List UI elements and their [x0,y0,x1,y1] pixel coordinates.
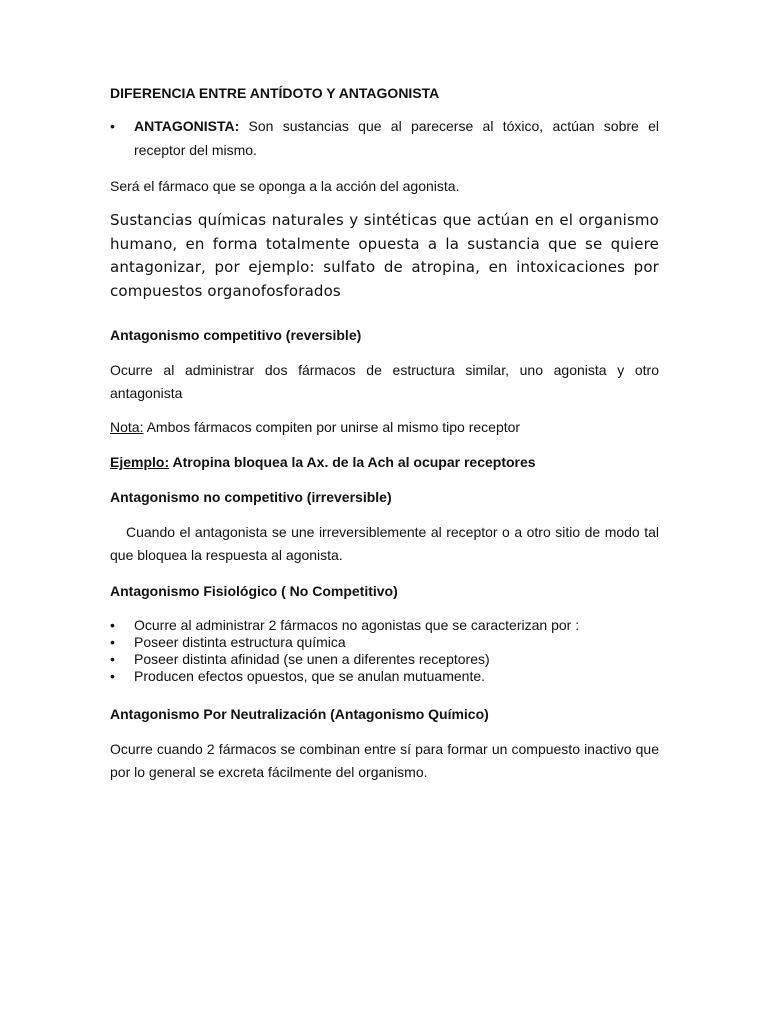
sera-paragraph: Será el fármaco que se oponga a la acción del agonista. [110,178,460,194]
fisiologico-list [110,617,659,685]
sustancias-paragraph: Sustancias químicas naturales y sintéticas que actúan en el organismo humano, en forma totalmente opuesta a la sustancia que se quiere antagonizar, por ejemplo: sulfato de atropina, en intoxicaciones por compuestos organofosforados [110,211,659,300]
ejemplo-text: Atropina bloquea la Ax. de la Ach al ocupar receptores [169,454,536,470]
document-title: DIFERENCIA ENTRE ANTÍDOTO Y ANTAGONISTA [110,85,440,101]
ejemplo-paragraph [110,452,659,472]
nota-paragraph [110,417,659,437]
document-body [110,84,659,784]
neutralizacion-paragraph: Ocurre cuando 2 fármacos se combinan entre sí para formar un compuesto inactivo que por lo general se excreta fácilmente del organismo. [110,741,659,780]
bullet-icon: • [110,617,115,633]
antagonista-label: ANTAGONISTA: [134,118,240,134]
bullet-icon: • [110,651,115,667]
no-competitivo-heading: Antagonismo no competitivo (irreversible) [110,489,392,505]
neutralizacion-heading: Antagonismo Por Neutralización (Antagonismo Químico) [110,706,489,722]
bullet-icon: • [110,118,115,134]
list-item: • Poseer distinta afinidad (se unen a diferentes receptores) [110,651,490,667]
list-item: • Ocurre al administrar 2 fármacos no agonistas que se caracterizan por : [110,617,580,633]
list-item: • Poseer distinta estructura química [110,634,346,650]
nota-text: Ambos fármacos compiten por unirse al mismo tipo receptor [143,419,521,435]
antagonista-bullet [110,114,659,162]
competitivo-paragraph: Ocurre al administrar dos fármacos de estructura similar, uno agonista y otro antagonista [110,362,659,401]
nota-label: Nota: [110,419,144,435]
antagonista-text: Son sustancias que al parecerse al tóxico, actúan sobre el receptor del mismo. [134,118,659,158]
competitivo-heading: Antagonismo competitivo (reversible) [110,327,362,343]
no-competitivo-paragraph: Cuando el antagonista se une irreversiblemente al receptor o a otro sitio de modo tal que bloquea la respuesta al agonista. [110,524,659,563]
fisiologico-heading: Antagonismo Fisiológico ( No Competitivo) [110,583,398,599]
bullet-icon: • [110,634,115,650]
bullet-icon: • [110,668,115,684]
ejemplo-label: Ejemplo: [110,454,170,470]
list-item: • Producen efectos opuestos, que se anulan mutuamente. [110,668,486,684]
